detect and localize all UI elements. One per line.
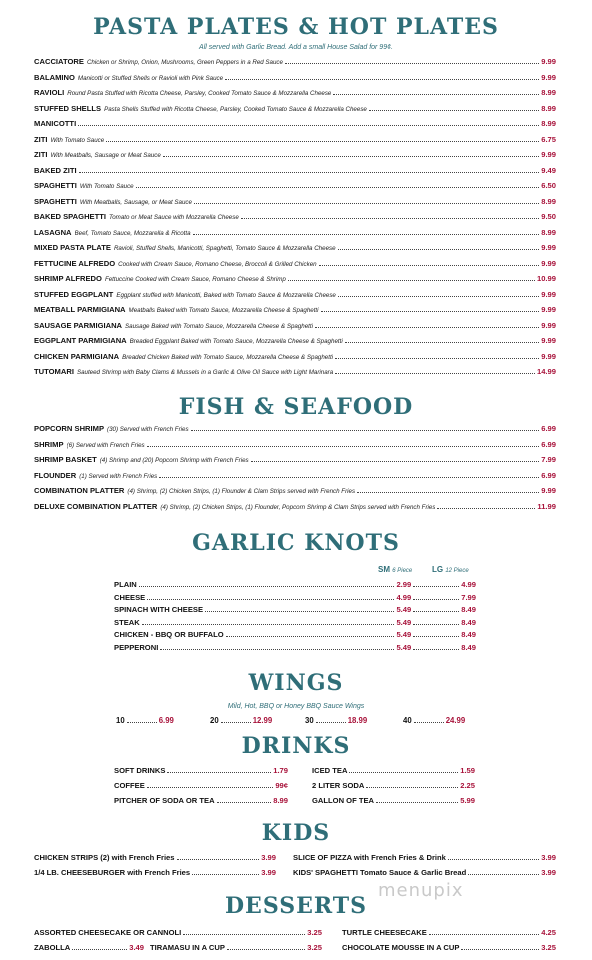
- item-name: BAKED ZITI: [34, 165, 77, 175]
- dot-leader: [192, 874, 259, 875]
- item-price-sm: 5.49: [396, 642, 412, 652]
- dot-leader: [413, 611, 459, 612]
- item-price: 9.99: [541, 305, 556, 314]
- garlic-knot-item: [114, 580, 476, 589]
- item-price: 8.99: [541, 227, 556, 237]
- wing-price: 24.99: [445, 716, 466, 725]
- item-price: 5.99: [460, 796, 475, 805]
- menu-item: [34, 321, 556, 330]
- wing-price: 12.99: [252, 716, 273, 725]
- item-name: MEATBALL PARMIGIANA: [34, 305, 126, 314]
- menu-item: [34, 336, 556, 345]
- dot-leader: [321, 311, 540, 312]
- dot-leader: [79, 172, 540, 173]
- dot-leader: [106, 141, 539, 142]
- item-price-sm: 5.49: [396, 630, 412, 639]
- dot-leader: [414, 722, 444, 723]
- item-name: ICED TEA: [312, 766, 348, 775]
- wing-count: 10: [116, 716, 125, 725]
- item-price-sm: 5.49: [396, 605, 412, 614]
- item-name: SAUSAGE PARMIGIANA: [34, 320, 123, 330]
- item-price: 8.99: [541, 103, 556, 113]
- item-price: 14.99: [536, 367, 556, 376]
- dot-leader: [448, 859, 539, 860]
- dot-leader: [221, 722, 251, 723]
- item-name: CHICKEN PARMIGIANA: [34, 351, 120, 361]
- dot-leader: [319, 265, 540, 266]
- dessert-item: [34, 928, 322, 937]
- menu-item: [34, 274, 556, 283]
- item-price: 6.99: [541, 470, 556, 480]
- wings-section-title: WINGS: [248, 670, 344, 696]
- drink-item: [114, 781, 288, 790]
- item-name: STEAK: [114, 617, 140, 627]
- item-description: (1) Served with French Fries: [79, 472, 158, 480]
- item-price-sm: 4.99: [396, 592, 412, 602]
- item-description: Chicken or Shrimp, Onion, Mushrooms, Green Peppers in a Red Sauce: [86, 59, 283, 66]
- menu-item: [34, 135, 556, 144]
- menu-item: [34, 502, 556, 511]
- item-name: SOFT DRINKS: [114, 766, 166, 775]
- wings-option: [305, 716, 367, 725]
- dot-leader: [251, 461, 540, 462]
- dot-leader: [183, 934, 305, 935]
- item-price: 3.49: [129, 943, 144, 952]
- item-price: 6.50: [541, 181, 556, 190]
- item-price: 8.99: [273, 796, 288, 805]
- item-name: CHICKEN - BBQ OR BUFFALO: [114, 630, 224, 639]
- dot-leader: [338, 249, 540, 250]
- item-description: With Meatballs, Sausage or Meat Sauce: [50, 152, 161, 159]
- menu-item: [34, 119, 556, 128]
- item-description: Round Pasta Stuffed with Ricotta Cheese, Parsley, Cooked Tomato Sauce & Mozzarella Cheese: [67, 90, 332, 97]
- garlic-knot-item: [114, 605, 476, 614]
- item-name: SHRIMP BASKET: [34, 455, 97, 464]
- item-name: SHRIMP ALFREDO: [34, 274, 102, 283]
- dot-leader: [413, 586, 459, 587]
- menu-item: [34, 228, 556, 237]
- item-description: Pasta Shells Stuffed with Ricotta Cheese, Parsley, Cooked Tomato Sauce & Mozzarella Cheese: [104, 105, 367, 113]
- item-name: SPAGHETTI: [34, 181, 77, 190]
- garlic-knot-item: [114, 630, 476, 639]
- wings-subtitle: Mild, Hot, BBQ or Honey BBQ Sauce Wings: [227, 703, 365, 710]
- item-name: TUTOMARI: [34, 367, 74, 376]
- item-price: 3.99: [541, 868, 556, 877]
- item-description: With Tomato Sauce: [50, 136, 105, 144]
- item-name: ZITI: [34, 150, 48, 159]
- drink-item: [312, 766, 475, 775]
- garlic-knot-item: [114, 643, 476, 652]
- item-price: 6.99: [541, 424, 556, 433]
- dot-leader: [78, 125, 539, 126]
- dot-leader: [142, 624, 395, 625]
- item-description: (6) Served with French Fries: [66, 441, 145, 449]
- item-description: (4) Shrimp and (20) Popcorn Shrimp with French Fries: [99, 457, 249, 464]
- item-price: 8.99: [541, 196, 556, 206]
- item-name: PEPPERONI: [114, 642, 159, 652]
- dot-leader: [357, 492, 539, 493]
- dot-leader: [413, 649, 459, 650]
- dot-leader: [315, 327, 539, 328]
- item-price: 11.99: [537, 501, 556, 511]
- item-description: Fettuccine Cooked with Cream Sauce, Romano Cheese & Shrimp: [104, 276, 286, 283]
- dot-leader: [72, 949, 127, 950]
- dessert-item: [34, 943, 144, 952]
- menu-item: [34, 471, 556, 480]
- item-price: 8.99: [541, 119, 556, 128]
- item-name: RAVIOLI: [34, 88, 65, 97]
- menu-item: [34, 367, 556, 376]
- item-name: STUFFED EGGPLANT: [34, 289, 114, 299]
- menu-item: [34, 259, 556, 268]
- item-price: 3.25: [307, 943, 322, 952]
- dot-leader: [205, 611, 394, 612]
- menu-item: [34, 305, 556, 314]
- item-description: Beef, Tomato Sauce, Mozzarella & Ricotta: [74, 229, 191, 237]
- item-name: GALLON OF TEA: [312, 796, 375, 805]
- item-description: Tomato or Meat Sauce with Mozzarella Cheese: [109, 214, 239, 221]
- dot-leader: [147, 787, 274, 788]
- dot-leader: [333, 94, 539, 95]
- item-name: CHICKEN STRIPS (2) with French Fries: [34, 853, 175, 862]
- menu-item: [34, 290, 556, 299]
- item-price: 9.99: [541, 320, 556, 330]
- dot-leader: [429, 934, 539, 935]
- menu-item: [34, 424, 556, 433]
- item-description: Breaded Chicken Baked with Tomato Sauce, Mozzarella Cheese & Spaghetti: [122, 353, 334, 361]
- item-price: 99¢: [275, 781, 288, 790]
- item-name: CHOCOLATE MOUSSE IN A CUP: [342, 943, 460, 952]
- item-name: TURTLE CHEESECAKE: [342, 928, 427, 937]
- lg-note: 12 Piece: [445, 568, 469, 574]
- wing-price: 6.99: [158, 716, 174, 725]
- menu-item: [34, 150, 556, 159]
- item-description: Sausage Baked with Tomato Sauce, Mozzarella Cheese & Spaghetti: [125, 322, 313, 330]
- item-name: POPCORN SHRIMP: [34, 424, 105, 433]
- dot-leader: [413, 624, 459, 625]
- dot-leader: [241, 218, 539, 219]
- item-price-sm: 5.49: [396, 617, 412, 627]
- wing-count: 20: [210, 716, 219, 725]
- dot-leader: [194, 203, 539, 204]
- item-price: 6.75: [541, 134, 556, 144]
- dot-leader: [461, 949, 539, 950]
- dot-leader: [413, 599, 459, 600]
- dot-leader: [159, 477, 539, 478]
- dot-leader: [160, 649, 394, 650]
- dessert-item: [150, 943, 322, 952]
- item-description: With Tomato Sauce: [79, 183, 134, 190]
- dessert-item: [342, 928, 556, 937]
- item-name: BAKED SPAGHETTI: [34, 212, 107, 221]
- drink-item: [312, 796, 475, 805]
- item-price-lg: 8.49: [461, 642, 476, 652]
- item-price: 9.49: [541, 165, 556, 175]
- item-price: 9.99: [541, 72, 556, 82]
- item-description: Cooked with Cream Sauce, Romano Cheese, Broccoli & Grilled Chicken: [118, 260, 317, 268]
- item-price: 7.99: [541, 455, 556, 464]
- dot-leader: [147, 599, 394, 600]
- item-description: Breaded Eggplant Baked with Tomato Sauce, Mozzarella Cheese & Spaghetti: [129, 338, 343, 345]
- wings-option: [210, 716, 272, 725]
- dot-leader: [437, 508, 535, 509]
- item-price: 8.99: [541, 88, 556, 97]
- menupix-watermark: menupix: [378, 880, 464, 901]
- item-price: 9.99: [541, 336, 556, 345]
- garlic-knots-lg-header: [432, 565, 469, 574]
- item-price-lg: 8.49: [461, 605, 476, 614]
- item-description: Sauteed Shrimp with Baby Clams & Mussels in a Garlic & Olive Oil Sauce with Light Marinara: [76, 369, 334, 376]
- item-name: 2 LITER SODA: [312, 781, 365, 790]
- dot-leader: [316, 722, 346, 723]
- item-price-sm: 2.99: [396, 580, 412, 589]
- item-price: 9.99: [541, 150, 556, 159]
- menu-item: [34, 181, 556, 190]
- menu-item: [34, 88, 556, 97]
- dot-leader: [227, 949, 305, 950]
- dot-leader: [167, 772, 271, 773]
- item-price: 3.99: [261, 868, 276, 877]
- dot-leader: [345, 342, 540, 343]
- item-price: 9.99: [541, 351, 556, 361]
- menu-item: [34, 197, 556, 206]
- dot-leader: [226, 636, 395, 637]
- item-name: FETTUCINE ALFREDO: [34, 258, 116, 268]
- item-price: 9.99: [541, 289, 556, 299]
- menu-item: [34, 166, 556, 175]
- item-price: 3.99: [541, 853, 556, 862]
- garlic-knot-item: [114, 593, 476, 602]
- wing-count: 30: [305, 716, 314, 725]
- menu-item: [34, 243, 556, 252]
- item-name: ASSORTED CHEESECAKE OR CANNOLI: [34, 928, 182, 937]
- desserts-section-title: DESSERTS: [224, 893, 368, 919]
- kids-section-title: KIDS: [261, 820, 331, 846]
- sm-note: 6 Piece: [392, 568, 413, 574]
- item-price: 3.25: [307, 928, 322, 937]
- wing-price: 18.99: [347, 716, 368, 725]
- item-name: BALAMINO: [34, 72, 75, 82]
- seafood-section-title: FISH & SEAFOOD: [178, 394, 414, 420]
- item-name: MIXED PASTA PLATE: [34, 243, 111, 252]
- wings-option: [116, 716, 174, 725]
- item-description: With Meatballs, Sausage, or Meat Sauce: [79, 198, 192, 206]
- item-name: STUFFED SHELLS: [34, 103, 102, 113]
- item-price: 3.25: [541, 943, 556, 952]
- dot-leader: [335, 373, 535, 374]
- dot-leader: [225, 79, 539, 80]
- menu-item: [34, 104, 556, 113]
- item-name: DELUXE COMBINATION PLATTER: [34, 501, 158, 511]
- item-name: FLOUNDER: [34, 470, 77, 480]
- item-name: PITCHER OF SODA OR TEA: [114, 796, 215, 805]
- item-name: PLAIN: [114, 580, 137, 589]
- menu-item: [34, 212, 556, 221]
- drink-item: [114, 796, 288, 805]
- dot-leader: [147, 446, 540, 447]
- menu-item: [34, 440, 556, 449]
- item-description: Manicotti or Stuffed Shells or Ravioli with Pink Sauce: [77, 74, 224, 82]
- dot-leader: [285, 63, 539, 64]
- item-price-lg: 8.49: [461, 630, 476, 639]
- item-price: 2.25: [460, 781, 475, 790]
- dot-leader: [177, 859, 260, 860]
- item-name: ZABOLLA: [34, 943, 71, 952]
- pasta-subtitle: All served with Garlic Bread. Add a small House Salad for 99¢.: [199, 44, 393, 51]
- item-price: 1.79: [273, 766, 288, 775]
- item-name: LASAGNA: [34, 227, 72, 237]
- dot-leader: [288, 280, 535, 281]
- kids-item: [293, 853, 556, 862]
- dot-leader: [468, 874, 539, 875]
- item-name: CACCIATORE: [34, 57, 84, 66]
- drinks-section-title: DRINKS: [241, 733, 351, 759]
- item-description: Meatballs Baked with Tomato Sauce, Mozzarella Cheese & Spaghetti: [128, 307, 319, 314]
- item-name: SLICE OF PIZZA with French Fries & Drink: [293, 853, 446, 862]
- item-name: TIRAMASU IN A CUP: [150, 943, 225, 952]
- item-description: Eggplant stuffed with Manicotti, Baked with Tomato Sauce & Mozzarella Cheese: [116, 291, 336, 299]
- dot-leader: [349, 772, 458, 773]
- item-name: COMBINATION PLATTER: [34, 486, 125, 495]
- item-name: MANICOTTI: [34, 119, 77, 128]
- dot-leader: [217, 802, 272, 803]
- sm-label: SM: [378, 565, 390, 574]
- item-description: (30) Served with French Fries: [107, 426, 189, 433]
- menu-item: [34, 455, 556, 464]
- dot-leader: [136, 187, 540, 188]
- item-price: 1.59: [460, 766, 475, 775]
- item-description: Ravioli, Stuffed Shells, Manicotti, Spaghetti, Tomato Sauce & Mozzarella Cheese: [113, 245, 336, 252]
- item-name: 1/4 LB. CHEESEBURGER with French Fries: [34, 868, 191, 877]
- item-price: 6.99: [541, 439, 556, 449]
- menu-item: [34, 352, 556, 361]
- item-name: SPINACH WITH CHEESE: [114, 605, 204, 614]
- dot-leader: [338, 296, 539, 297]
- item-price-lg: 4.99: [461, 580, 476, 589]
- dot-leader: [366, 787, 458, 788]
- dot-leader: [163, 156, 539, 157]
- item-name: CHEESE: [114, 592, 146, 602]
- item-name: ZITI: [34, 134, 48, 144]
- kids-item: [34, 868, 276, 877]
- pasta-section-title: PASTA PLATES & HOT PLATES: [93, 14, 499, 40]
- dot-leader: [127, 722, 157, 723]
- menu-item: [34, 486, 556, 495]
- item-name: KIDS' SPAGHETTI Tomato Sauce & Garlic Bread: [293, 868, 467, 877]
- wing-count: 40: [403, 716, 412, 725]
- item-name: SHRIMP: [34, 439, 64, 449]
- drink-item: [114, 766, 288, 775]
- drink-item: [312, 781, 475, 790]
- garlic-knots-sm-header: [378, 565, 412, 574]
- item-price: 4.25: [541, 928, 556, 937]
- dot-leader: [193, 234, 540, 235]
- item-price-lg: 8.49: [461, 617, 476, 627]
- item-price: 9.99: [541, 243, 556, 252]
- item-description: (4) Shrimp, (2) Chicken Strips, (1) Flounder & Clam Strips served with French Fries: [127, 488, 356, 495]
- item-description: (4) Shrimp, (2) Chicken Strips, (1) Flounder, Popcorn Shrimp & Clam Strips served with French Fries: [160, 503, 436, 511]
- dot-leader: [369, 110, 539, 111]
- dessert-item: [342, 943, 556, 952]
- kids-item: [293, 868, 556, 877]
- dot-leader: [376, 802, 458, 803]
- item-price-lg: 7.99: [461, 592, 476, 602]
- item-price: 9.99: [541, 258, 556, 268]
- dot-leader: [413, 636, 459, 637]
- wings-option: [403, 716, 465, 725]
- garlic-knots-section-title: GARLIC KNOTS: [192, 530, 400, 556]
- item-name: SPAGHETTI: [34, 196, 77, 206]
- item-name: EGGPLANT PARMIGIANA: [34, 336, 127, 345]
- kids-item: [34, 853, 276, 862]
- item-price: 9.50: [541, 212, 556, 221]
- item-price: 9.99: [541, 57, 556, 66]
- dot-leader: [335, 358, 539, 359]
- item-name: COFFEE: [114, 781, 145, 790]
- dot-leader: [139, 586, 395, 587]
- item-price: 9.99: [541, 486, 556, 495]
- dot-leader: [191, 430, 540, 431]
- item-price: 3.99: [261, 853, 276, 862]
- garlic-knot-item: [114, 618, 476, 627]
- lg-label: LG: [432, 565, 444, 574]
- menu-item: [34, 73, 556, 82]
- item-price: 10.99: [536, 274, 556, 283]
- menu-item: [34, 57, 556, 66]
